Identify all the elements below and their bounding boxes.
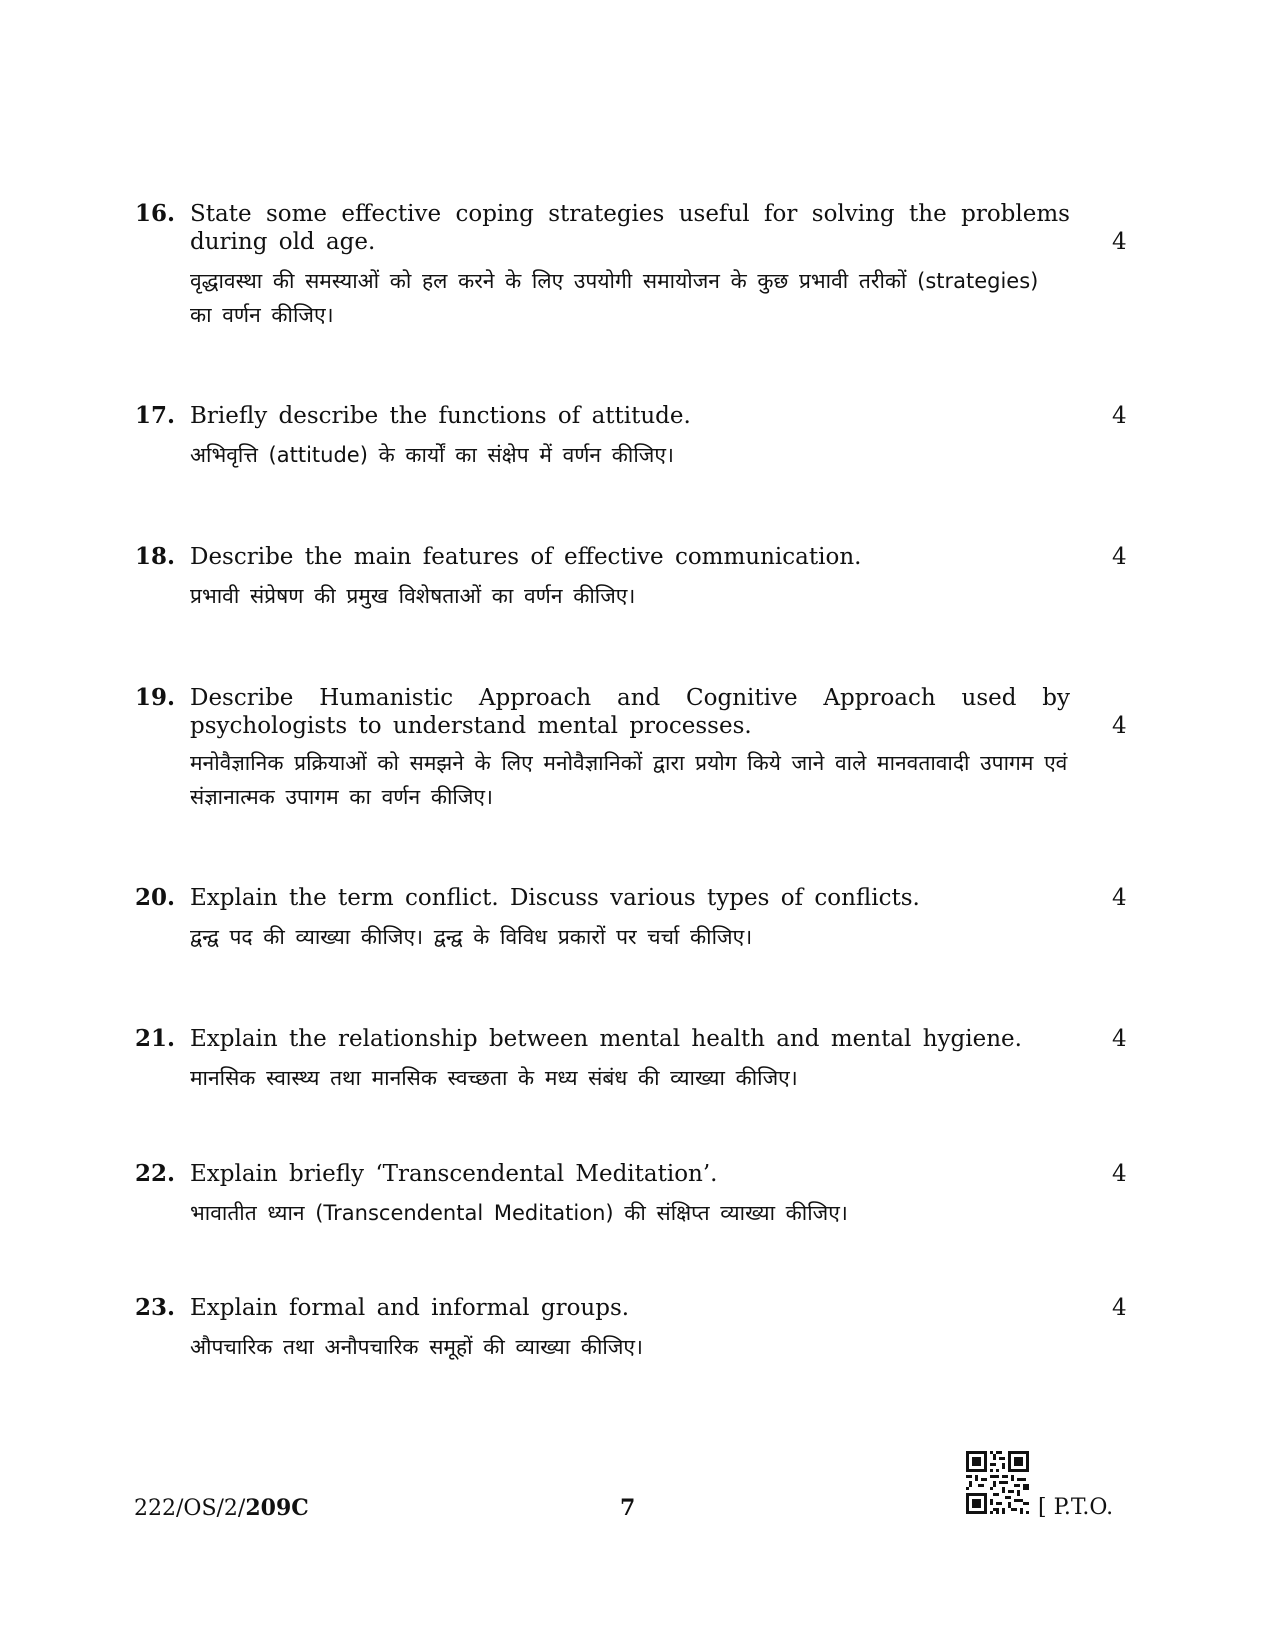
question-text-hindi: प्रभावी संप्रेषण की प्रमुख विशेषताओं का वर्णन कीजिए। bbox=[190, 584, 636, 608]
question-text-hindi: वृद्धावस्था की समस्याओं को हल करने के लिए उपयोगी समायोजन के कुछ प्रभावी तरीकों (strategies) का वर्णन कीजिए। bbox=[190, 269, 1039, 327]
question-text-hindi: द्वन्द्व पद की व्याख्या कीजिए। द्वन्द्व के विविध प्रकारों पर चर्चा कीजिए। bbox=[190, 925, 753, 949]
question-number: 23. bbox=[135, 1294, 176, 1321]
question-number: 18. bbox=[135, 543, 176, 570]
question-text-hindi: अभिवृत्ति (attitude) के कार्यों का संक्षेप में वर्णन कीजिए। bbox=[190, 443, 674, 467]
qr-code-icon bbox=[966, 1451, 1029, 1514]
page-number: 7 bbox=[620, 1495, 636, 1521]
question-text-hindi: मानसिक स्वास्थ्य तथा मानसिक स्वच्छता के मध्य संबंध की व्याख्या कीजिए। bbox=[190, 1066, 798, 1090]
question-number: 21. bbox=[135, 1025, 176, 1052]
question-text-english: Explain formal and informal groups. bbox=[190, 1295, 630, 1321]
question-marks: 4 bbox=[1112, 1161, 1127, 1187]
question-marks: 4 bbox=[1112, 713, 1127, 739]
question-text-hindi: मनोवैज्ञानिक प्रक्रियाओं को समझने के लिए मनोवैज्ञानिकों द्वारा प्रयोग किये जाने वाले मानवतावादी उपागम एवं संज्ञानात्मक उपागम का वर्णन कीजिए। bbox=[190, 751, 1068, 809]
question-text-english: Describe Humanistic Approach and Cognitive Approach used by psychologists to understand mental processes. bbox=[190, 685, 1070, 739]
question-text-english: Explain the relationship between mental health and mental hygiene. bbox=[190, 1026, 1022, 1052]
question-text-english: Describe the main features of effective communication. bbox=[190, 544, 862, 570]
question-text-hindi: भावातीत ध्यान (Transcendental Meditation) की संक्षिप्त व्याख्या कीजिए। bbox=[190, 1201, 848, 1225]
question-marks: 4 bbox=[1112, 229, 1127, 255]
question-number: 16. bbox=[135, 200, 176, 227]
please-turn-over: [ P.T.O. bbox=[1038, 1495, 1114, 1520]
paper-code-bold: 209C bbox=[245, 1495, 309, 1521]
question-marks: 4 bbox=[1112, 403, 1127, 429]
question-number: 20. bbox=[135, 884, 176, 911]
question-number: 22. bbox=[135, 1160, 176, 1187]
question-number: 17. bbox=[135, 402, 176, 429]
question-marks: 4 bbox=[1112, 544, 1127, 570]
question-text-english: State some effective coping strategies useful for solving the problems during old age. bbox=[190, 201, 1070, 255]
question-text-english: Explain the term conflict. Discuss various types of conflicts. bbox=[190, 885, 920, 911]
question-text-english: Briefly describe the functions of attitude. bbox=[190, 403, 691, 429]
question-marks: 4 bbox=[1112, 1026, 1127, 1052]
question-text-english: Explain briefly ‘Transcendental Meditation’. bbox=[190, 1161, 718, 1187]
question-marks: 4 bbox=[1112, 1295, 1127, 1321]
question-number: 19. bbox=[135, 684, 176, 711]
question-marks: 4 bbox=[1112, 885, 1127, 911]
paper-code-prefix: 222/OS/2/ bbox=[134, 1496, 246, 1521]
paper-code bbox=[134, 1494, 309, 1523]
question-text-hindi: औपचारिक तथा अनौपचारिक समूहों की व्याख्या कीजिए। bbox=[190, 1335, 643, 1359]
